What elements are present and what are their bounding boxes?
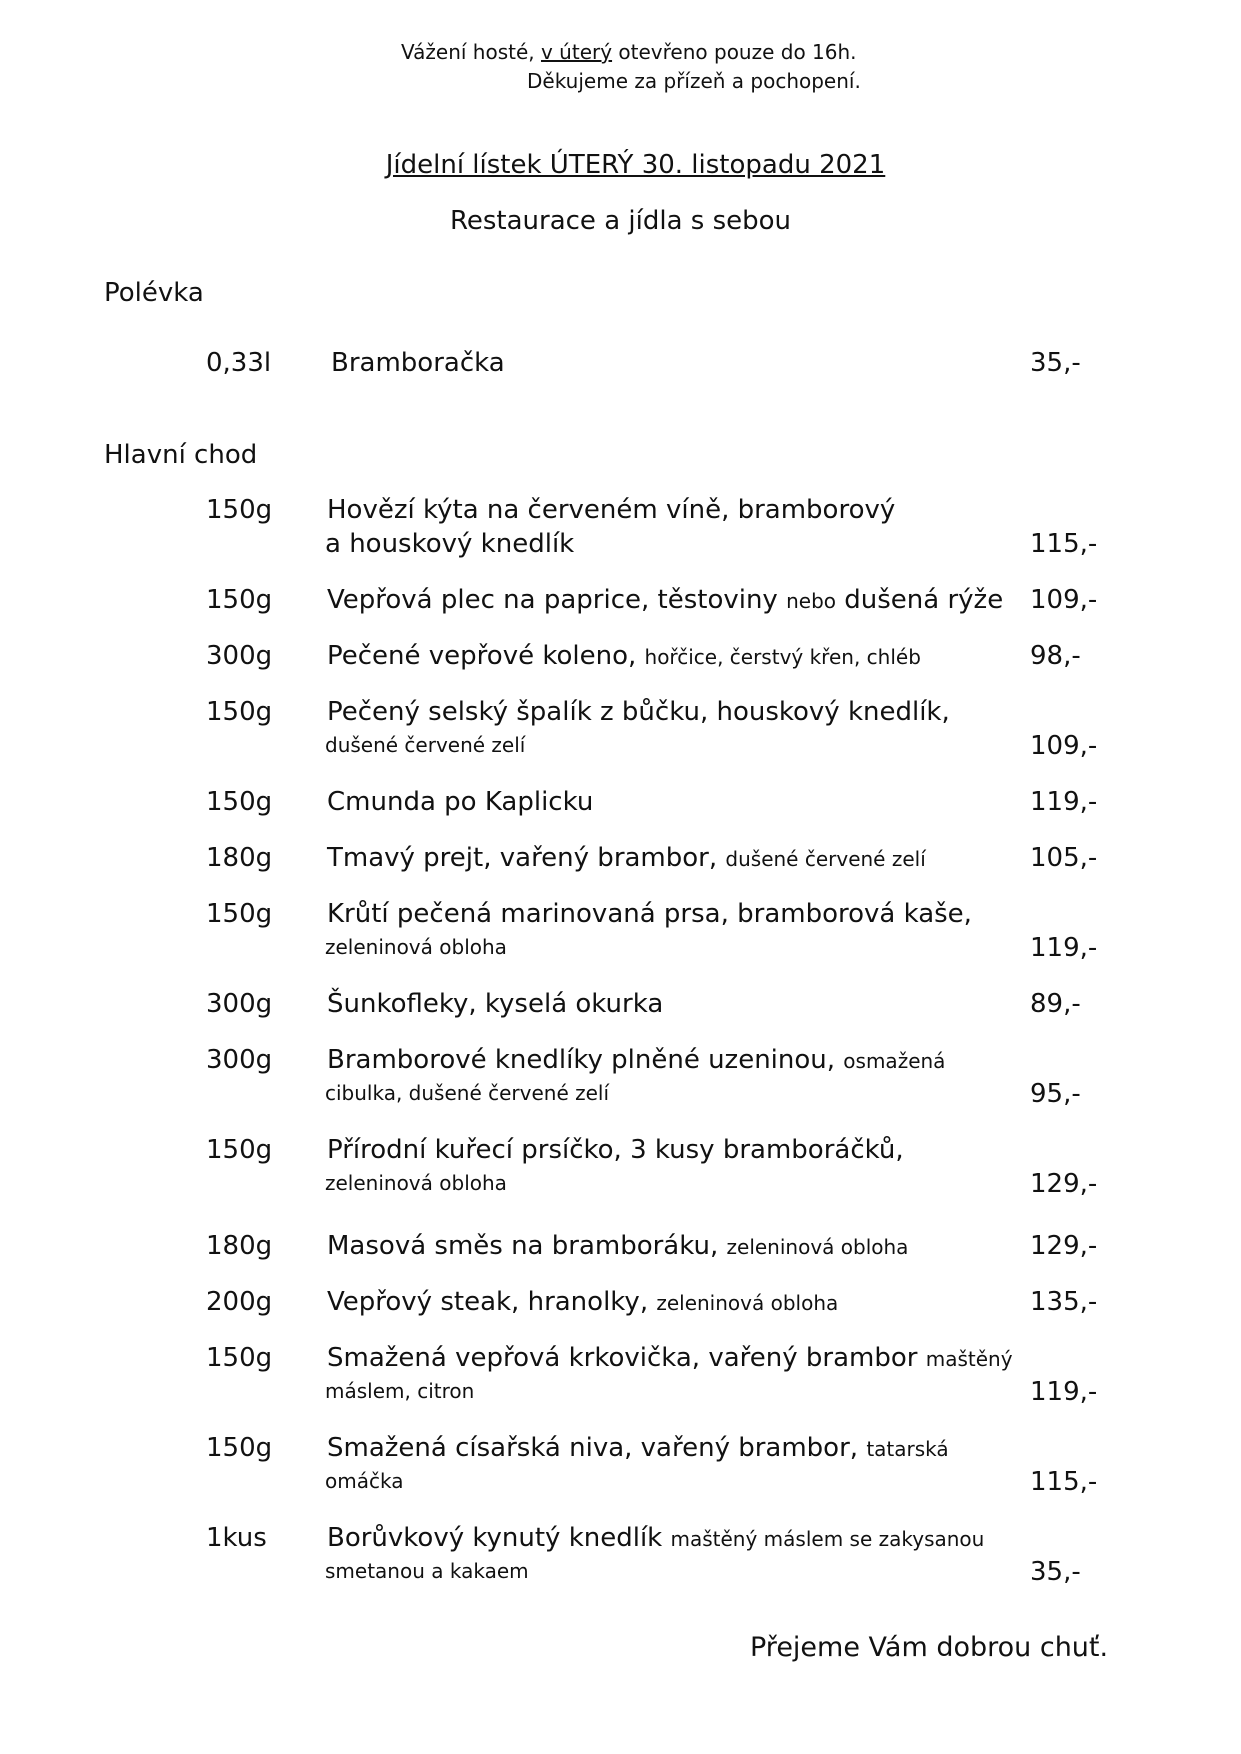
menu-item [0,697,1241,767]
item-description-line-2: a houskový knedlík [325,529,575,559]
soup-heading: Polévka [104,278,204,308]
item-name: Pečené vepřové koleno, [327,641,645,671]
item-name: Cmunda po Kaplicku [327,787,594,817]
notice-line-1-a: Vážení hosté, [401,40,541,64]
item-weight: 150g [206,787,273,817]
item-name: Smažená císařská niva, vařený brambor, [327,1433,867,1463]
item-side-note: hořčice, čerstvý křen, chléb [644,645,921,669]
menu-item [0,1433,1241,1503]
item-side-note: maštěný [925,1347,1013,1371]
item-weight: 150g [206,1135,273,1165]
item-name: Vepřová plec na paprice, těstoviny [327,585,787,615]
item-description [327,1287,838,1317]
item-description-line-2: smetanou a kakaem [325,1559,529,1583]
item-weight: 150g [206,1433,273,1463]
item-price: 35,- [1030,1557,1081,1587]
menu-item [0,495,1241,565]
item-name: Šunkofleky, kyselá okurka [327,989,664,1019]
item-price: 115,- [1030,1467,1098,1497]
item-description [327,1135,904,1165]
item-side-note: zeleninová obloha [656,1291,839,1315]
item-price: 119,- [1030,933,1098,963]
item-price: 109,- [1030,731,1098,761]
item-name: Bramborové knedlíky plněné uzeninou, [327,1045,844,1075]
item-name: Vepřový steak, hranolky, [327,1287,657,1317]
item-name: Borůvkový kynutý knedlík [327,1523,671,1553]
item-weight: 300g [206,989,273,1019]
item-description [327,1045,945,1075]
item-description-line-2: cibulka, dušené červené zelí [325,1081,610,1105]
item-weight: 180g [206,843,273,873]
item-weight: 300g [206,1045,273,1075]
item-weight: 1kus [206,1523,267,1553]
item-description [327,1433,949,1463]
item-weight: 150g [206,1343,273,1373]
item-name: Krůtí pečená marinovaná prsa, bramborová kaše, [327,899,972,929]
item-description [327,641,921,671]
item-side-note: nebo [786,589,837,613]
item-weight: 150g [206,495,273,525]
item-description [327,989,663,1019]
item-weight: 150g [206,697,273,727]
item-description [327,843,926,873]
item-weight: 0,33l [206,348,272,378]
item-price: 105,- [1030,843,1098,873]
item-name-continued: dušená rýže [836,585,1004,615]
item-name: Tmavý prejt, vařený brambor, [327,843,726,873]
item-description-line-2: omáčka [325,1469,404,1493]
item-description [327,1343,1013,1373]
item-weight: 300g [206,641,273,671]
item-side-note: maštěný máslem se zakysanou [670,1527,985,1551]
item-name: Pečený selský špalík z bůčku, houskový knedlík, [327,697,950,727]
item-price: 119,- [1030,787,1098,817]
menu-item [0,1045,1241,1115]
item-description [327,787,593,817]
item-description [327,697,950,727]
menu-item [0,1135,1241,1205]
notice-line-1-c: otevřeno pouze do 16h. [612,40,857,64]
item-description-line-2: zeleninová obloha [325,935,507,959]
item-price: 135,- [1030,1287,1098,1317]
notice-line-1-b: v úterý [540,40,613,64]
menu-title: Jídelní lístek ÚTERÝ 30. listopadu 2021 [385,150,886,180]
item-description [327,495,895,525]
item-name: Masová směs na bramboráku, [327,1231,727,1261]
item-price: 89,- [1030,989,1081,1019]
item-description-line-2: dušené červené zelí [325,733,526,757]
item-name: Přírodní kuřecí prsíčko, 3 kusy bramboráčků, [327,1135,904,1165]
item-name: Bramboračka [331,348,505,378]
item-price: 129,- [1030,1169,1098,1199]
item-description [327,1523,984,1553]
item-description [327,585,1003,615]
item-price: 119,- [1030,1377,1098,1407]
menu-item [0,899,1241,969]
closing-text: Přejeme Vám dobrou chuť. [750,1632,1109,1663]
item-side-note: zeleninová obloha [726,1235,909,1259]
soup-item [0,348,1241,418]
item-side-note: osmažená [843,1049,946,1073]
main-heading: Hlavní chod [104,440,258,470]
item-weight: 150g [206,899,273,929]
menu-item [0,1523,1241,1593]
item-price: 35,- [1030,348,1081,378]
notice-line-1 [401,38,857,66]
menu-subtitle: Restaurace a jídla s sebou [449,206,792,236]
item-description [327,899,972,929]
item-side-note: tatarská [866,1437,949,1461]
item-price: 109,- [1030,585,1098,615]
item-weight: 180g [206,1231,273,1261]
item-weight: 200g [206,1287,273,1317]
item-side-note: dušené červené zelí [725,847,926,871]
item-price: 115,- [1030,529,1098,559]
menu-item [0,1343,1241,1413]
item-price: 98,- [1030,641,1081,671]
item-description-line-2: máslem, citron [325,1379,475,1403]
item-price: 129,- [1030,1231,1098,1261]
notice-line-2: Děkujeme za přízeň a pochopení. [527,69,861,93]
item-price: 95,- [1030,1079,1081,1109]
item-name: Hovězí kýta na červeném víně, bramborový [327,495,896,525]
item-description [327,1231,908,1261]
item-weight: 150g [206,585,273,615]
item-description-line-2: zeleninová obloha [325,1171,507,1195]
item-name: Smažená vepřová krkovička, vařený brambor [327,1343,926,1373]
